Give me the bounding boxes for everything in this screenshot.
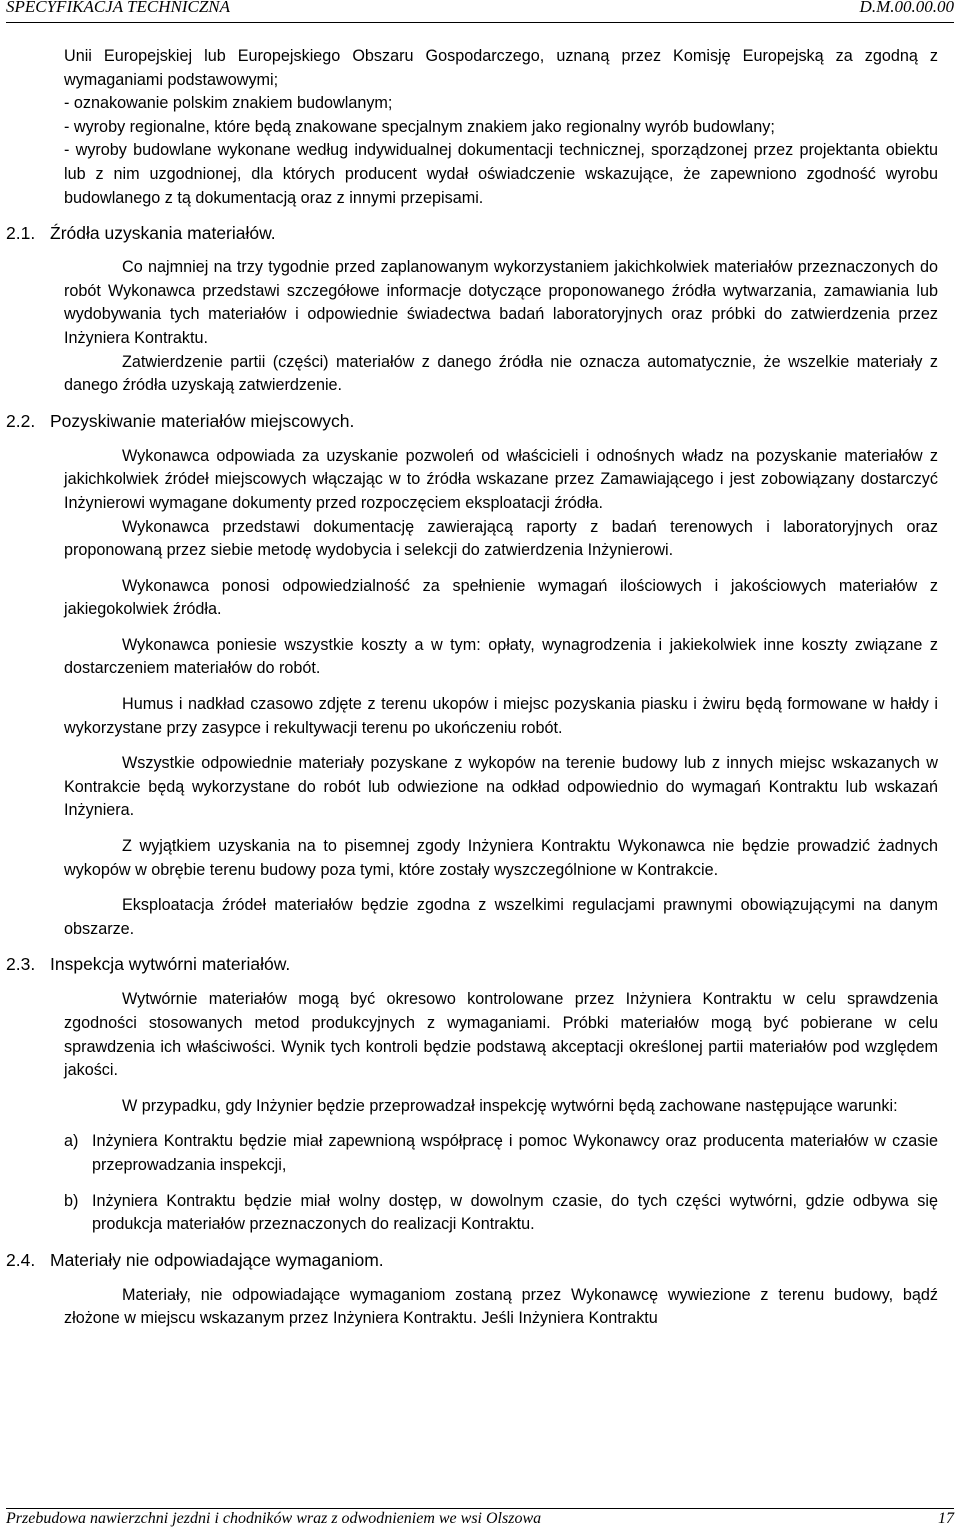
list-item-text: Inżyniera Kontraktu będzie miał wolny dostęp, w dowolnym czasie, do tych części wytwórni, gdzie odbywa się produkcja materiałów przeznaczonych do realizacji Kontraktu. bbox=[92, 1191, 938, 1234]
section-heading-2-4 bbox=[6, 1248, 938, 1272]
intro-list-item: - oznakowanie polskim znakiem budowlanym; bbox=[64, 94, 393, 113]
page-body bbox=[6, 45, 938, 1331]
page-footer bbox=[6, 1508, 954, 1527]
section-title: Inspekcja wytwórni materiałów. bbox=[50, 954, 291, 975]
condition-list-item bbox=[64, 1190, 938, 1237]
paragraph: Wykonawca odpowiada za uzyskanie pozwoleń od właścicieli i odnośnych władz na pozyskanie materiałów z jakichkolwiek źródeł miejscowych włączając w to źródła wskazane przez Zamawiającego i jest zobowiązany dostarczyć Inżynierowi wymagane dokumenty przed rozpoczęciem eksploatacji źródła. bbox=[64, 446, 938, 512]
section-title: Materiały nie odpowiadające wymaganiom. bbox=[50, 1249, 384, 1270]
paragraph: Materiały, nie odpowiadające wymaganiom zostaną przez Wykonawcę wywiezione z terenu budowy, bądź złożone w miejscu wskazanym przez Inżyniera Kontraktu. Jeśli Inżyniera Kontraktu bbox=[64, 1285, 938, 1328]
paragraph: Wykonawca przedstawi dokumentację zawierającą raporty z badań terenowych i laboratoryjnych oraz proponowaną przez siebie metodę wydobycia i selekcji do zatwierdzenia Inżynierowi. bbox=[64, 517, 938, 560]
paragraph: Wykonawca poniesie wszystkie koszty a w tym: opłaty, wynagrodzenia i jakiekolwiek inne koszty związane z dostarczeniem materiałów do robót. bbox=[64, 635, 938, 678]
paragraph: W przypadku, gdy Inżynier będzie przeprowadzał inspekcję wytwórni będą zachowane następujące warunki: bbox=[122, 1096, 898, 1115]
footer-project-title: Przebudowa nawierzchni jezdni i chodników wraz z odwodnieniem we wsi Olszowa bbox=[6, 1510, 542, 1527]
paragraph: Wszystkie odpowiednie materiały pozyskane z wykopów na terenie budowy lub z innych miejsc wskazanych w Kontrakcie będą wykorzystane do robót lub odwiezione na odkład odpowiednio do wymagań Kontraktu lub wskazań Inżyniera. bbox=[64, 754, 938, 820]
list-item-text: Inżyniera Kontraktu będzie miał zapewnioną współpracę i pomoc Wykonawcy oraz producenta materiałów w czasie przeprowadzania inspekcji, bbox=[92, 1132, 938, 1174]
section-number: 2.3. bbox=[6, 954, 36, 975]
page-header bbox=[6, 0, 954, 23]
paragraph: Humus i nadkład czasowo zdjęte z terenu ukopów i miejsc pozyskania piasku i żwiru będą formowane w hałdy i wykorzystane przy zasypce i rekultywacji terenu po ukończeniu robót. bbox=[64, 695, 938, 737]
header-document-code: D.M.00.00.00 bbox=[859, 0, 954, 16]
paragraph: Wytwórnie materiałów mogą być okresowo kontrolowane przez Inżyniera Kontraktu w celu sprawdzenia zgodności stosowanych metod produkcyjnych z wymaganiami. Próbki materiałów mogą być pobierane w celu sprawdzenia ich właściwości. Wynik tych kontroli będzie podstawą akceptacji określonej partii materiałów pod względem jakości. bbox=[64, 990, 938, 1080]
section-heading-2-1 bbox=[6, 221, 938, 245]
paragraph: Z wyjątkiem uzyskania na to pisemnej zgody Inżyniera Kontraktu Wykonawca nie będzie prowadzić żadnych wykopów w obrębie terenu budowy poza tymi, które zostały wyszczególnione w Kontrakcie. bbox=[64, 837, 938, 879]
section-title: Pozyskiwanie materiałów miejscowych. bbox=[50, 410, 355, 431]
section-number: 2.1. bbox=[6, 223, 36, 244]
section-heading-2-2 bbox=[6, 409, 938, 433]
list-marker: a) bbox=[64, 1132, 79, 1151]
list-marker: b) bbox=[64, 1191, 79, 1210]
paragraph: Zatwierdzenie partii (części) materiałów z danego źródła nie oznacza automatycznie, że wszelkie materiały z danego źródła uzyskają zatwierdzenie. bbox=[64, 352, 938, 395]
page-number: 17 bbox=[938, 1510, 954, 1527]
section-heading-2-3 bbox=[6, 952, 938, 976]
intro-paragraph: Unii Europejskiej lub Europejskiego Obszaru Gospodarczego, uznaną przez Komisję Europejską za zgodną z wymaganiami podstawowymi; bbox=[64, 47, 938, 89]
section-number: 2.4. bbox=[6, 1249, 36, 1270]
section-number: 2.2. bbox=[6, 410, 36, 431]
intro-list-item: - wyroby regionalne, które będą znakowane specjalnym znakiem jako regionalny wyrób budowlany; bbox=[64, 117, 775, 136]
paragraph: Co najmniej na trzy tygodnie przed zaplanowanym wykorzystaniem jakichkolwiek materiałów przeznaczonych do robót Wykonawca przedstawi szczegółowe informacje dotyczące proponowanego źródła wytwarzania, zamawiania lub wydobywania tych materiałów i odpowiednie świadectwa badań laboratoryjnych oraz próbki do zatwierdzenia przez Inżyniera Kontraktu. bbox=[64, 258, 938, 347]
paragraph: Wykonawca ponosi odpowiedzialność za spełnienie wymagań ilościowych i jakościowych materiałów z jakiegokolwiek źródła. bbox=[64, 576, 938, 619]
section-title: Źródła uzyskania materiałów. bbox=[50, 223, 276, 244]
header-document-type: SPECYFIKACJA TECHNICZNA bbox=[6, 0, 231, 16]
condition-list-item bbox=[64, 1130, 938, 1177]
intro-list-item: - wyroby budowlane wykonane według indywidualnej dokumentacji technicznej, sporządzonej przez projektanta obiektu lub z nim uzgodnionej, dla których producent wydał oświadczenie wskazujące, że zapewniono zgodność wyrobu budowlanego z tą dokumentacją oraz z innymi przepisami. bbox=[64, 141, 938, 207]
paragraph: Eksploatacja źródeł materiałów będzie zgodna z wszelkimi regulacjami prawnymi obowiązującymi na danym obszarze. bbox=[64, 896, 938, 938]
